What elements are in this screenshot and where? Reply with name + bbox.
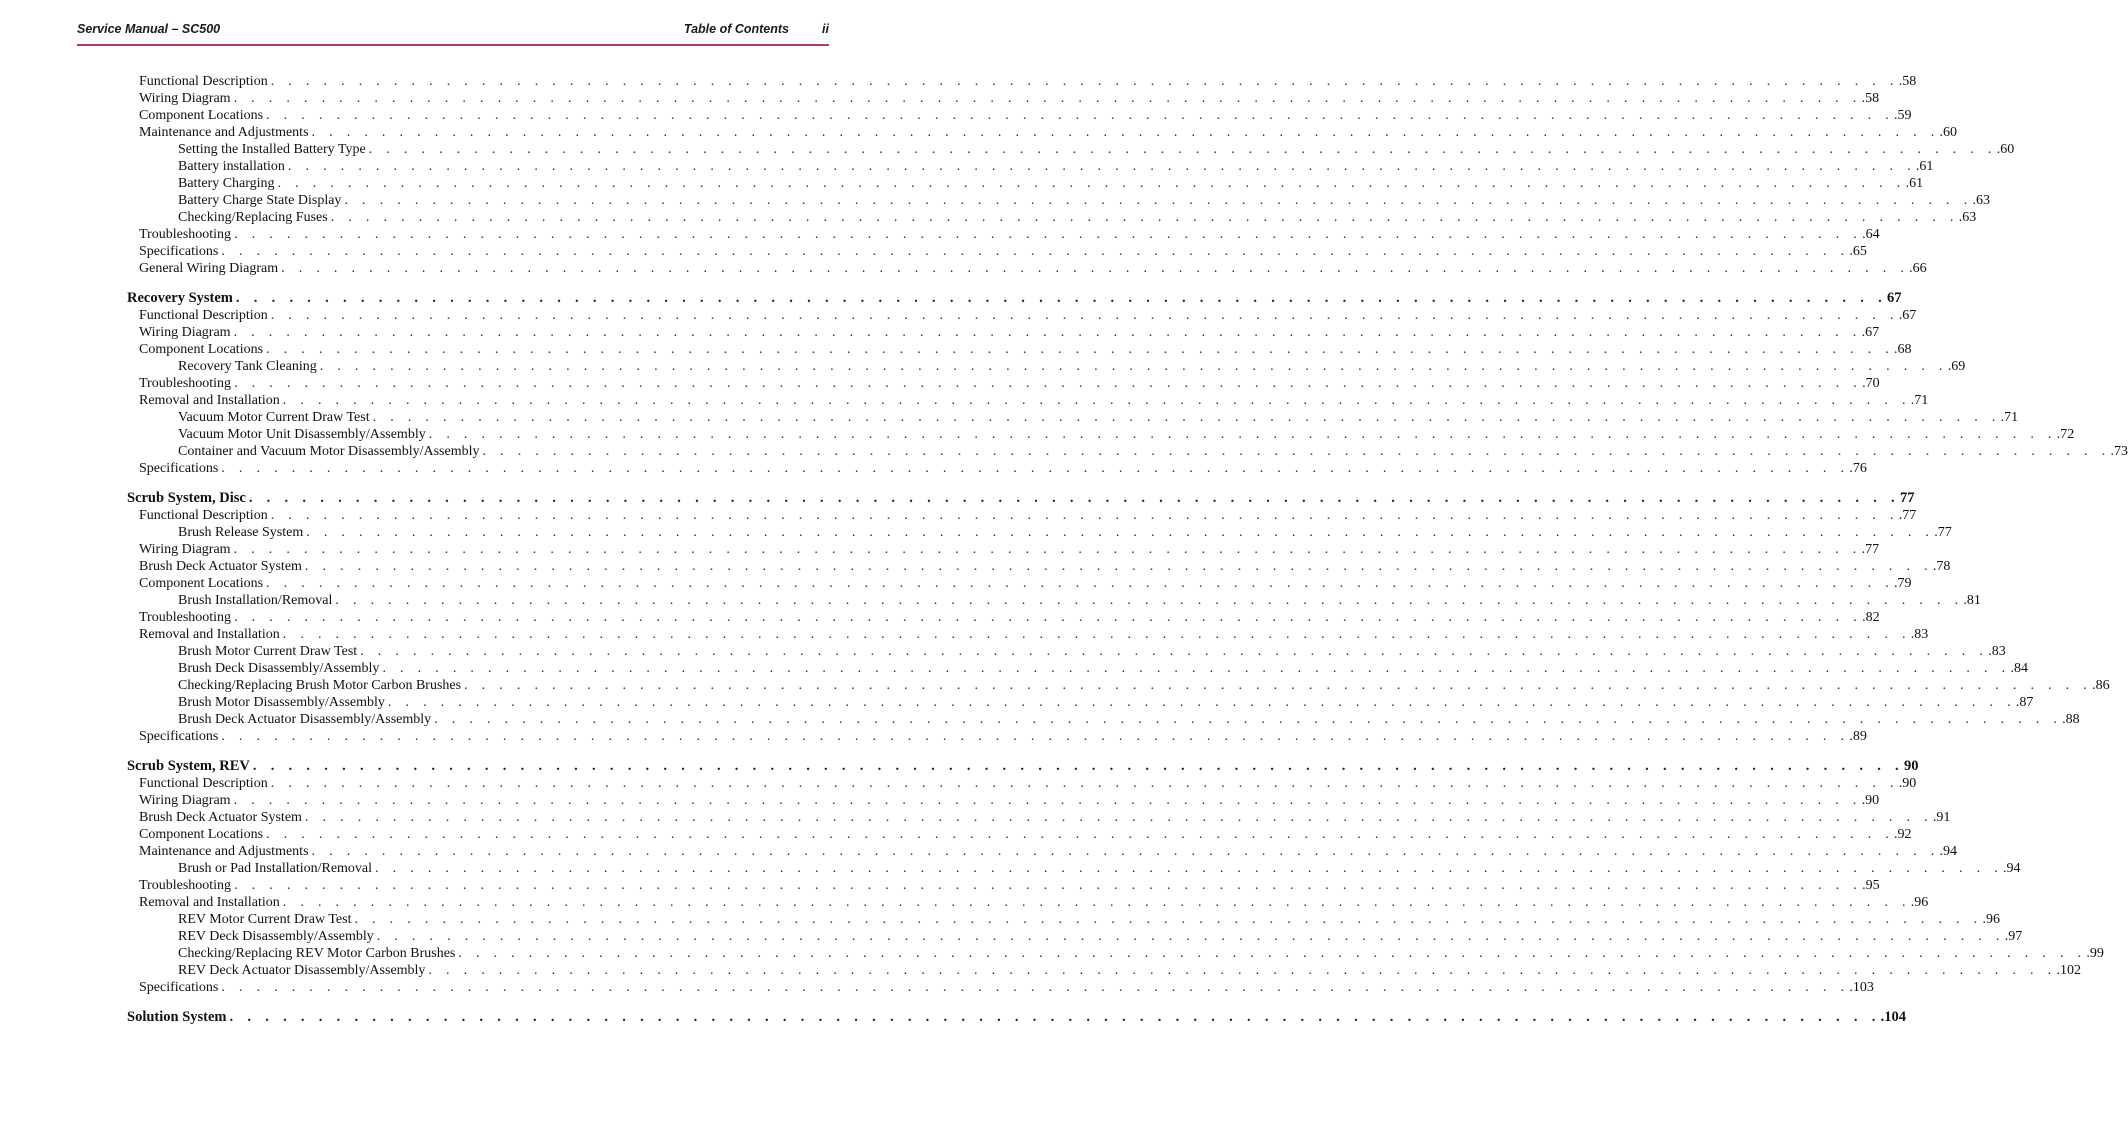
toc-entry-title: Recovery System	[127, 290, 233, 306]
dot-leader: . . . . . . . . . . . . . . . . . . . . . . . . . . . . . . . . . . . . . . . . . . . . . . . . . . . . . . . . . . . . . . . . . . . . . . . . . . . . . . . . . . . . . . . . . . . . .	[287, 159, 1916, 174]
toc-entry-page: .82	[1862, 610, 1880, 625]
toc-entry[interactable]	[178, 860, 2021, 877]
toc-entry-title: Scrub System, REV	[127, 758, 250, 774]
dot-leader: . . . . . . . . . . . . . . . . . . . . . . . . . . . . . . . . . . . . . . . . . . . . . . . . . . . . . . . . . . . . . . . . . . . . . . . . . . . . . . . . . . . . . . . . . . . . .	[252, 758, 1904, 774]
toc-entry-page: .90	[1861, 793, 1880, 808]
toc-entry[interactable]	[139, 375, 1880, 392]
toc-entry-title: Brush Motor Disassembly/Assembly	[178, 695, 385, 710]
toc-entry[interactable]	[178, 358, 1966, 375]
toc-entry-title: General Wiring Diagram	[139, 261, 279, 276]
toc-chapter-entry[interactable]	[127, 1009, 1907, 1026]
toc-entry-title: Removal and Installation	[139, 895, 280, 910]
toc-entry[interactable]	[178, 209, 1977, 226]
toc-entry[interactable]	[139, 260, 1927, 277]
toc-entry-title: Checking/Replacing REV Motor Carbon Brushes	[178, 946, 456, 961]
toc-entry-page: .67	[1898, 308, 1917, 323]
toc-entry-page: .102	[2056, 963, 2081, 978]
dot-leader: . . . . . . . . . . . . . . . . . . . . . . . . . . . . . . . . . . . . . . . . . . . . . . . . . . . . . . . . . . . . . . . . . . . . . . . . . . . . . . . . . . . . . . . . . . . . .	[233, 793, 1862, 808]
toc-entry[interactable]	[139, 575, 1912, 592]
toc-entry-page: .70	[1862, 376, 1880, 391]
toc-entry[interactable]	[178, 677, 2110, 694]
toc-entry-title: Brush Installation/Removal	[178, 593, 333, 608]
dot-leader: . . . . . . . . . . . . . . . . . . . . . . . . . . . . . . . . . . . . . . . . . . . . . . . . . . . . . . . . . . . . . . . . . . . . . . . . . . . . . . . . . . . . . . . . . . . . .	[335, 593, 1964, 608]
toc-entry[interactable]	[139, 626, 1929, 643]
dot-leader: . . . . . . . . . . . . . . . . . . . . . . . . . . . . . . . . . . . . . . . . . . . . . . . . . . . . . . . . . . . . . . . . . . . . . . . . . . . . . . . . . . . . . . . . . . . . .	[221, 729, 1850, 744]
dot-leader: . . . . . . . . . . . . . . . . . . . . . . . . . . . . . . . . . . . . . . . . . . . . . . . . . . . . . . . . . . . . . . . . . . . . . . . . . . . . . . . . . . . . . . . . . . . . .	[368, 142, 1997, 157]
toc-entry[interactable]	[139, 775, 1917, 792]
toc-entry-page: .77	[1934, 525, 1952, 540]
dot-leader: . . . . . . . . . . . . . . . . . . . . . . . . . . . . . . . . . . . . . . . . . . . . . . . . . . . . . . . . . . . . . . . . . . . . . . . . . . . . . . . . . . . . . . . . . . . . .	[234, 610, 1863, 625]
toc-entry-title: Removal and Installation	[139, 627, 280, 642]
dot-leader: . . . . . . . . . . . . . . . . . . . . . . . . . . . . . . . . . . . . . . . . . . . . . . . . . . . . . . . . . . . . . . . . . . . . . . . . . . . . . . . . . . . . . . . . . . . . .	[458, 946, 2087, 961]
toc-entry-title: Functional Description	[139, 776, 268, 791]
toc-entry-title: REV Motor Current Draw Test	[178, 912, 352, 927]
toc-entry[interactable]	[139, 979, 1874, 996]
toc-entry-title: Wiring Diagram	[139, 793, 231, 808]
toc-entry-page: .71	[1910, 393, 1929, 408]
dot-leader: . . . . . . . . . . . . . . . . . . . . . . . . . . . . . . . . . . . . . . . . . . . . . . . . . . . . . . . . . . . . . . . . . . . . . . . . . . . . . . . . . . . . . . . . . . . . .	[434, 712, 2063, 727]
toc-entry-page: .87	[2015, 695, 2034, 710]
toc-entry-title: Recovery Tank Cleaning	[178, 359, 317, 374]
toc-entry-page: .72	[2056, 427, 2075, 442]
toc-entry-title: Checking/Replacing Brush Motor Carbon Brushes	[178, 678, 462, 693]
toc-entry[interactable]	[139, 728, 1867, 745]
toc-entry[interactable]	[178, 694, 2034, 711]
toc-entry-title: Specifications	[139, 244, 219, 259]
toc-entry-page: 77	[1899, 490, 1915, 506]
toc-entry-page: .77	[1861, 542, 1880, 557]
toc-entry-title: Functional Description	[139, 508, 268, 523]
dot-leader: . . . . . . . . . . . . . . . . . . . . . . . . . . . . . . . . . . . . . . . . . . . . . . . . . . . . . . . . . . . . . . . . . . . . . . . . . . . . . . . . . . . . . . . . . . . . .	[233, 91, 1862, 106]
toc-entry-title: Maintenance and Adjustments	[139, 125, 309, 140]
toc-entry-page: .88	[2062, 712, 2080, 727]
toc-entry[interactable]	[139, 894, 1929, 911]
toc-entry-page: .77	[1898, 508, 1917, 523]
toc-entry-page: .61	[1915, 159, 1934, 174]
toc-entry-title: Container and Vacuum Motor Disassembly/Assembly	[178, 444, 480, 459]
dot-leader: . . . . . . . . . . . . . . . . . . . . . . . . . . . . . . . . . . . . . . . . . . . . . . . . . . . . . . . . . . . . . . . . . . . . . . . . . . . . . . . . . . . . . . . . . . . . .	[311, 844, 1940, 859]
toc-entry[interactable]	[139, 826, 1912, 843]
toc-entry-page: .104	[1880, 1009, 1907, 1025]
dot-leader: . . . . . . . . . . . . . . . . . . . . . . . . . . . . . . . . . . . . . . . . . . . . . . . . . . . . . . . . . . . . . . . . . . . . . . . . . . . . . . . . . . . . . . . . . . . . .	[233, 542, 1862, 557]
dot-leader: . . . . . . . . . . . . . . . . . . . . . . . . . . . . . . . . . . . . . . . . . . . . . . . . . . . . . . . . . . . . . . . . . . . . . . . . . . . . . . . . . . . . . . . . . . . . .	[428, 963, 2057, 978]
toc-entry-page: .94	[1939, 844, 1958, 859]
toc-entry-page: .67	[1861, 325, 1880, 340]
dot-leader: . . . . . . . . . . . . . . . . . . . . . . . . . . . . . . . . . . . . . . . . . . . . . . . . . . . . . . . . . . . . . . . . . . . . . . . . . . . . . . . . . . . . . . . . . . . . .	[282, 393, 1911, 408]
toc-entry-page: .58	[1861, 91, 1880, 106]
toc-entry-page: .99	[2086, 946, 2104, 961]
toc-entry-page: .90	[1898, 776, 1917, 791]
dot-leader: . . . . . . . . . . . . . . . . . . . . . . . . . . . . . . . . . . . . . . . . . . . . . . . . . . . . . . . . . . . . . . . . . . . . . . . . . . . . . . . . . . . . . . . . . . . . .	[270, 74, 1899, 89]
dot-leader: . . . . . . . . . . . . . . . . . . . . . . . . . . . . . . . . . . . . . . . . . . . . . . . . . . . . . . . . . . . . . . . . . . . . . . . . . . . . . . . . . . . . . . . . . . . . .	[311, 125, 1940, 140]
toc-entry[interactable]	[139, 541, 1880, 558]
dot-leader: . . . . . . . . . . . . . . . . . . . . . . . . . . . . . . . . . . . . . . . . . . . . . . . . . . . . . . . . . . . . . . . . . . . . . . . . . . . . . . . . . . . . . . . . . . . . .	[234, 376, 1863, 391]
toc-entry-title: Battery installation	[178, 159, 285, 174]
dot-leader: . . . . . . . . . . . . . . . . . . . . . . . . . . . . . . . . . . . . . . . . . . . . . . . . . . . . . . . . . . . . . . . . . . . . . . . . . . . . . . . . . . . . . . . . . . . . .	[376, 929, 2005, 944]
toc-entry-title: Solution System	[127, 1009, 227, 1025]
toc-entry[interactable]	[139, 792, 1880, 809]
toc-entry-page: .79	[1894, 576, 1912, 591]
toc-entry-page: .60	[1939, 125, 1958, 140]
toc-entry-page: 90	[1903, 758, 1919, 774]
toc-entry-title: Component Locations	[139, 342, 264, 357]
toc-entry[interactable]	[178, 141, 2015, 158]
toc-entry-title: Brush Deck Actuator System	[139, 810, 302, 825]
toc-entry[interactable]	[139, 124, 1958, 141]
dot-leader: . . . . . . . . . . . . . . . . . . . . . . . . . . . . . . . . . . . . . . . . . . . . . . . . . . . . . . . . . . . . . . . . . . . . . . . . . . . . . . . . . . . . . . . . . . . . .	[281, 261, 1910, 276]
dot-leader: . . . . . . . . . . . . . . . . . . . . . . . . . . . . . . . . . . . . . . . . . . . . . . . . . . . . . . . . . . . . . . . . . . . . . . . . . . . . . . . . . . . . . . . . . . . . .	[282, 627, 1911, 642]
toc-entry-title: Wiring Diagram	[139, 542, 231, 557]
toc-entry-page: .76	[1849, 461, 1867, 476]
dot-leader: . . . . . . . . . . . . . . . . . . . . . . . . . . . . . . . . . . . . . . . . . . . . . . . . . . . . . . . . . . . . . . . . . . . . . . . . . . . . . . . . . . . . . . . . . . . . .	[221, 244, 1850, 259]
dot-leader: . . . . . . . . . . . . . . . . . . . . . . . . . . . . . . . . . . . . . . . . . . . . . . . . . . . . . . . . . . . . . . . . . . . . . . . . . . . . . . . . . . . . . . . . . . . . .	[221, 980, 1850, 995]
toc-entry-title: Brush Deck Actuator Disassembly/Assembly	[178, 712, 432, 727]
dot-leader: . . . . . . . . . . . . . . . . . . . . . . . . . . . . . . . . . . . . . . . . . . . . . . . . . . . . . . . . . . . . . . . . . . . . . . . . . . . . . . . . . . . . . . . . . . . . .	[266, 576, 1895, 591]
toc-entry[interactable]	[139, 226, 1880, 243]
toc-entry-title: Checking/Replacing Fuses	[178, 210, 328, 225]
dot-leader: . . . . . . . . . . . . . . . . . . . . . . . . . . . . . . . . . . . . . . . . . . . . . . . . . . . . . . . . . . . . . . . . . . . . . . . . . . . . . . . . . . . . . . . . . . . . .	[304, 810, 1933, 825]
dot-leader: . . . . . . . . . . . . . . . . . . . . . . . . . . . . . . . . . . . . . . . . . . . . . . . . . . . . . . . . . . . . . . . . . . . . . . . . . . . . . . . . . . . . . . . . . . . . .	[234, 878, 1863, 893]
toc-entry[interactable]	[139, 341, 1912, 358]
toc-entry[interactable]	[139, 324, 1880, 341]
toc-entry-title: Maintenance and Adjustments	[139, 844, 309, 859]
dot-leader: . . . . . . . . . . . . . . . . . . . . . . . . . . . . . . . . . . . . . . . . . . . . . . . . . . . . . . . . . . . . . . . . . . . . . . . . . . . . . . . . . . . . . . . . . . . . .	[382, 661, 2011, 676]
dot-leader: . . . . . . . . . . . . . . . . . . . . . . . . . . . . . . . . . . . . . . . . . . . . . . . . . . . . . . . . . . . . . . . . . . . . . . . . . . . . . . . . . . . . . . . . . . . . .	[464, 678, 2093, 693]
toc-chapter-entry[interactable]	[127, 490, 1915, 507]
toc-entry[interactable]	[139, 307, 1917, 324]
dot-leader: . . . . . . . . . . . . . . . . . . . . . . . . . . . . . . . . . . . . . . . . . . . . . . . . . . . . . . . . . . . . . . . . . . . . . . . . . . . . . . . . . . . . . . . . . . . . .	[266, 827, 1895, 842]
toc-entry[interactable]	[178, 409, 2019, 426]
toc-entry-page: .78	[1932, 559, 1951, 574]
page-header	[77, 22, 829, 46]
toc-entry-title: Scrub System, Disc	[127, 490, 246, 506]
toc-entry[interactable]	[139, 107, 1912, 124]
dot-leader: . . . . . . . . . . . . . . . . . . . . . . . . . . . . . . . . . . . . . . . . . . . . . . . . . . . . . . . . . . . . . . . . . . . . . . . . . . . . . . . . . . . . . . . . . . . . .	[270, 308, 1899, 323]
toc-entry-title: Component Locations	[139, 827, 264, 842]
toc-entry[interactable]	[178, 711, 2080, 728]
toc-entry-title: REV Deck Disassembly/Assembly	[178, 929, 374, 944]
toc-entry-page: .69	[1947, 359, 1966, 374]
toc-entry-title: Brush Deck Disassembly/Assembly	[178, 661, 380, 676]
dot-leader: . . . . . . . . . . . . . . . . . . . . . . . . . . . . . . . . . . . . . . . . . . . . . . . . . . . . . . . . . . . . . . . . . . . . . . . . . . . . . . . . . . . . . . . . . . . . .	[304, 559, 1933, 574]
toc-entry-title: Troubleshooting	[139, 878, 232, 893]
toc-entry-page: .95	[1862, 878, 1880, 893]
toc-entry-page: .96	[1910, 895, 1929, 910]
toc-chapter-entry[interactable]	[127, 758, 1919, 775]
dot-leader: . . . . . . . . . . . . . . . . . . . . . . . . . . . . . . . . . . . . . . . . . . . . . . . . . . . . . . . . . . . . . . . . . . . . . . . . . . . . . . . . . . . . . . . . . . . . .	[354, 912, 1983, 927]
dot-leader: . . . . . . . . . . . . . . . . . . . . . . . . . . . . . . . . . . . . . . . . . . . . . . . . . . . . . . . . . . . . . . . . . . . . . . . . . . . . . . . . . . . . . . . . . . . . .	[428, 427, 2057, 442]
dot-leader: . . . . . . . . . . . . . . . . . . . . . . . . . . . . . . . . . . . . . . . . . . . . . . . . . . . . . . . . . . . . . . . . . . . . . . . . . . . . . . . . . . . . . . . . . . . . .	[233, 325, 1862, 340]
toc-entry[interactable]	[178, 592, 1981, 609]
dot-leader: . . . . . . . . . . . . . . . . . . . . . . . . . . . . . . . . . . . . . . . . . . . . . . . . . . . . . . . . . . . . . . . . . . . . . . . . . . . . . . . . . . . . . . . . . . . . .	[360, 644, 1989, 659]
toc-entry-page: 67	[1887, 290, 1902, 306]
toc-entry-page: .73	[2110, 444, 2128, 459]
toc-entry[interactable]	[178, 643, 2006, 660]
toc-entry-page: .96	[1982, 912, 2000, 927]
toc-entry-page: .66	[1909, 261, 1927, 276]
toc-entry-title: Setting the Installed Battery Type	[178, 142, 366, 157]
toc-entry-page: .89	[1849, 729, 1867, 744]
toc-entry-title: Specifications	[139, 980, 219, 995]
toc-entry-page: .68	[1894, 342, 1912, 357]
toc-entry[interactable]	[139, 809, 1951, 826]
toc-entry[interactable]	[139, 507, 1917, 524]
toc-entry-title: Troubleshooting	[139, 610, 232, 625]
toc-entry-title: Troubleshooting	[139, 376, 232, 391]
dot-leader: . . . . . . . . . . . . . . . . . . . . . . . . . . . . . . . . . . . . . . . . . . . . . . . . . . . . . . . . . . . . . . . . . . . . . . . . . . . . . . . . . . . . . . . . . . . . .	[482, 444, 2111, 459]
section-title: Table of Contents	[683, 22, 789, 36]
toc-entry-page: .64	[1862, 227, 1880, 242]
toc-entry-page: .60	[1996, 142, 2015, 157]
toc-entry-page: .92	[1894, 827, 1912, 842]
toc-entry[interactable]	[139, 877, 1880, 894]
toc-entry[interactable]	[178, 911, 2000, 928]
toc-entry[interactable]	[139, 392, 1929, 409]
toc-entry[interactable]	[139, 460, 1867, 477]
toc-entry-page: .83	[1988, 644, 2006, 659]
dot-leader: . . . . . . . . . . . . . . . . . . . . . . . . . . . . . . . . . . . . . . . . . . . . . . . . . . . . . . . . . . . . . . . . . . . . . . . . . . . . . . . . . . . . . . . . . . . . .	[330, 210, 1959, 225]
toc-entry[interactable]	[139, 73, 1917, 90]
toc-entry-title: Brush or Pad Installation/Removal	[178, 861, 373, 876]
toc-entry[interactable]	[178, 175, 1924, 192]
dot-leader: . . . . . . . . . . . . . . . . . . . . . . . . . . . . . . . . . . . . . . . . . . . . . . . . . . . . . . . . . . . . . . . . . . . . . . . . . . . . . . . . . . . . . . . . . . . . .	[266, 108, 1895, 123]
dot-leader: . . . . . . . . . . . . . . . . . . . . . . . . . . . . . . . . . . . . . . . . . . . . . . . . . . . . . . . . . . . . . . . . . . . . . . . . . . . . . . . . . . . . . . . . . . . . .	[266, 342, 1895, 357]
dot-leader: . . . . . . . . . . . . . . . . . . . . . . . . . . . . . . . . . . . . . . . . . . . . . . . . . . . . . . . . . . . . . . . . . . . . . . . . . . . . . . . . . . . . . . . . . . . . .	[375, 861, 2004, 876]
toc-entry-title: Functional Description	[139, 308, 268, 323]
toc-entry-title: Brush Deck Actuator System	[139, 559, 302, 574]
toc-entry-title: Component Locations	[139, 576, 264, 591]
toc-entry[interactable]	[139, 843, 1958, 860]
toc-entry-page: .86	[2092, 678, 2110, 693]
toc-entry[interactable]	[139, 558, 1951, 575]
dot-leader: . . . . . . . . . . . . . . . . . . . . . . . . . . . . . . . . . . . . . . . . . . . . . . . . . . . . . . . . . . . . . . . . . . . . . . . . . . . . . . . . . . . . . . . . . . . . .	[277, 176, 1906, 191]
toc-entry[interactable]	[178, 962, 2081, 979]
toc-entry-title: Removal and Installation	[139, 393, 280, 408]
toc-entry[interactable]	[178, 443, 2128, 460]
toc-entry[interactable]	[139, 609, 1880, 626]
toc-entry[interactable]	[178, 660, 2028, 677]
dot-leader: . . . . . . . . . . . . . . . . . . . . . . . . . . . . . . . . . . . . . . . . . . . . . . . . . . . . . . . . . . . . . . . . . . . . . . . . . . . . . . . . . . . . . . . . . . . . .	[234, 227, 1863, 242]
dot-leader: . . . . . . . . . . . . . . . . . . . . . . . . . . . . . . . . . . . . . . . . . . . . . . . . . . . . . . . . . . . . . . . . . . . . . . . . . . . . . . . . . . . . . . . . . . . . .	[270, 508, 1899, 523]
dot-leader: . . . . . . . . . . . . . . . . . . . . . . . . . . . . . . . . . . . . . . . . . . . . . . . . . . . . . . . . . . . . . . . . . . . . . . . . . . . . . . . . . . . . . . . . . . . . .	[235, 290, 1888, 306]
dot-leader: . . . . . . . . . . . . . . . . . . . . . . . . . . . . . . . . . . . . . . . . . . . . . . . . . . . . . . . . . . . . . . . . . . . . . . . . . . . . . . . . . . . . . . . . . . . . .	[344, 193, 1973, 208]
toc-entry-page: .59	[1894, 108, 1912, 123]
dot-leader: . . . . . . . . . . . . . . . . . . . . . . . . . . . . . . . . . . . . . . . . . . . . . . . . . . . . . . . . . . . . . . . . . . . . . . . . . . . . . . . . . . . . . . . . . . . . .	[387, 695, 2016, 710]
toc-entry-page: .84	[2010, 661, 2028, 676]
toc-entry-title: Wiring Diagram	[139, 91, 231, 106]
dot-leader: . . . . . . . . . . . . . . . . . . . . . . . . . . . . . . . . . . . . . . . . . . . . . . . . . . . . . . . . . . . . . . . . . . . . . . . . . . . . . . . . . . . . . . . . . . . . .	[270, 776, 1899, 791]
toc-entry-title: Troubleshooting	[139, 227, 232, 242]
toc-entry-title: Component Locations	[139, 108, 264, 123]
dot-leader: . . . . . . . . . . . . . . . . . . . . . . . . . . . . . . . . . . . . . . . . . . . . . . . . . . . . . . . . . . . . . . . . . . . . . . . . . . . . . . . . . . . . . . . . . . . . .	[306, 525, 1935, 540]
toc-entry-page: .81	[1963, 593, 1981, 608]
toc-entry[interactable]	[178, 158, 1934, 175]
toc-entry-page: .63	[1958, 210, 1977, 225]
toc-entry-page: .94	[2003, 861, 2021, 876]
toc-entry-title: Functional Description	[139, 74, 268, 89]
toc-entry[interactable]	[139, 243, 1867, 260]
dot-leader: . . . . . . . . . . . . . . . . . . . . . . . . . . . . . . . . . . . . . . . . . . . . . . . . . . . . . . . . . . . . . . . . . . . . . . . . . . . . . . . . . . . . . . . . . . . . .	[248, 490, 1900, 506]
toc-entry-title: REV Deck Actuator Disassembly/Assembly	[178, 963, 426, 978]
toc-entry-page: .97	[2004, 929, 2023, 944]
toc-entry-page: .71	[2000, 410, 2019, 425]
toc-entry-page: .61	[1905, 176, 1924, 191]
toc-entry-title: Brush Motor Current Draw Test	[178, 644, 358, 659]
toc-entry-page: .103	[1849, 980, 1874, 995]
toc-entry-title: Specifications	[139, 729, 219, 744]
toc-entry[interactable]	[178, 945, 2104, 962]
toc-entry-title: Vacuum Motor Unit Disassembly/Assembly	[178, 427, 426, 442]
page-number: ii	[822, 22, 829, 36]
toc-entry-page: .91	[1932, 810, 1951, 825]
toc-entry-title: Brush Release System	[178, 525, 304, 540]
toc-entry-title: Specifications	[139, 461, 219, 476]
dot-leader: . . . . . . . . . . . . . . . . . . . . . . . . . . . . . . . . . . . . . . . . . . . . . . . . . . . . . . . . . . . . . . . . . . . . . . . . . . . . . . . . . . . . . . . . . . . . .	[221, 461, 1850, 476]
toc-entry[interactable]	[178, 928, 2023, 945]
toc-entry[interactable]	[178, 426, 2075, 443]
toc-entry-title: Battery Charging	[178, 176, 275, 191]
toc-entry[interactable]	[178, 192, 1990, 209]
toc-entry-page: .65	[1849, 244, 1867, 259]
toc-entry[interactable]	[178, 524, 1952, 541]
toc-entry-page: .58	[1898, 74, 1917, 89]
toc-entry-page: .63	[1972, 193, 1990, 208]
toc-entry-title: Wiring Diagram	[139, 325, 231, 340]
dot-leader: . . . . . . . . . . . . . . . . . . . . . . . . . . . . . . . . . . . . . . . . . . . . . . . . . . . . . . . . . . . . . . . . . . . . . . . . . . . . . . . . . . . . . . . . . . . . .	[282, 895, 1911, 910]
dot-leader: . . . . . . . . . . . . . . . . . . . . . . . . . . . . . . . . . . . . . . . . . . . . . . . . . . . . . . . . . . . . . . . . . . . . . . . . . . . . . . . . . . . . . . . . . . . . .	[319, 359, 1948, 374]
toc-entry-title: Vacuum Motor Current Draw Test	[178, 410, 370, 425]
toc-entry[interactable]	[139, 90, 1880, 107]
manual-title: Service Manual – SC500	[77, 22, 221, 36]
toc-entry-page: .83	[1910, 627, 1929, 642]
dot-leader: . . . . . . . . . . . . . . . . . . . . . . . . . . . . . . . . . . . . . . . . . . . . . . . . . . . . . . . . . . . . . . . . . . . . . . . . . . . . . . . . . . . . . . . . . . . . .	[229, 1009, 1881, 1025]
toc-chapter-entry[interactable]	[127, 290, 1902, 307]
toc-entry-title: Battery Charge State Display	[178, 193, 342, 208]
dot-leader: . . . . . . . . . . . . . . . . . . . . . . . . . . . . . . . . . . . . . . . . . . . . . . . . . . . . . . . . . . . . . . . . . . . . . . . . . . . . . . . . . . . . . . . . . . . . .	[372, 410, 2001, 425]
